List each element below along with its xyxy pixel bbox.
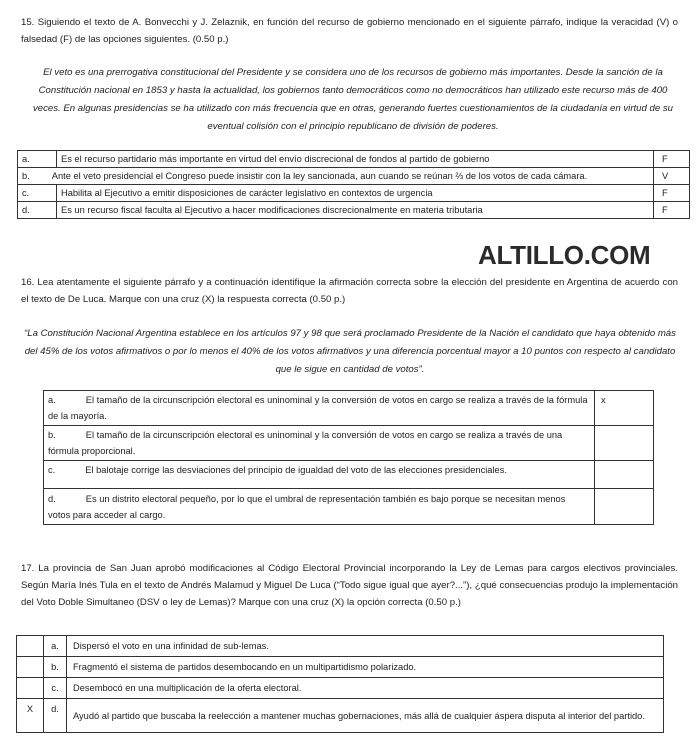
table-row [17, 657, 664, 678]
option-text: Habilita al Ejecutivo a emitir disposiciones de carácter legislativo en contextos de urgencia [57, 185, 654, 202]
table-row [17, 699, 664, 733]
answer-mark-cell[interactable] [595, 426, 654, 461]
option-text: El balotaje corrige las desviaciones del principio de igualdad del voto de las elecciones presidenciales. [85, 465, 507, 475]
question-17-text: 17. La provincia de San Juan aprobó modificaciones al Código Electoral Provincial incorporando la Ley de Lemas para cargos electivos provinciales. Según María Inés Tula en el texto de Andrés Malamud y Miguel De Luca (“Todo sigue igual que ayer?...”), ¿qué consecuencias produjo la implementación del Voto Doble Simultaneo (DSV o ley de Lemas)? Marque con una cruz (X) la opción correcta (0.50 p.) [21, 563, 678, 608]
option-cell [44, 426, 595, 461]
option-letter: b. [44, 657, 67, 678]
answer-cell[interactable]: F [654, 185, 690, 202]
option-letter: a. [48, 395, 56, 405]
table-row [18, 168, 690, 185]
answer-mark-cell[interactable] [17, 657, 44, 678]
option-text: Es un recurso fiscal faculta al Ejecutivo a hacer modificaciones discrecionalmente en materia tributaria [57, 202, 654, 219]
option-text: Es el recurso partidario más importante en virtud del envío discrecional de fondos al partido de gobierno [57, 151, 654, 168]
option-text: Ayudó al partido que buscaba la reelección a mantener muchas gobernaciones, más allá de cualquier áspera disputa al interior del partido. [67, 699, 664, 733]
option-letter: c. [48, 465, 56, 475]
table-row [44, 426, 654, 461]
option-text: El tamaño de la circunscripción electoral es uninominal y la conversión de votos en cargo se realiza a través de la fórmula de la mayoría. [48, 395, 588, 421]
option-text: El tamaño de la circunscripción electoral es uninominal y la conversión de votos en cargo se realiza a través de una fórmula proporcional. [48, 430, 563, 456]
table-row [44, 391, 654, 426]
option-letter: b. [48, 430, 56, 440]
option-text: Fragmentó el sistema de partidos desembocando en un multipartidismo polarizado. [67, 657, 664, 678]
option-cell [44, 391, 595, 426]
option-text: Dispersó el voto en una infinidad de sub-lemas. [67, 636, 664, 657]
question-15-quote: El veto es una prerrogativa constitucional del Presidente y se considera uno de los recursos de gobierno más importantes. Desde la sanción de la Constitución nacional en 1853 y hasta la actualidad, los gobiernos tanto democráticos como no democráticos han utilizado este recurso más de 400 veces. En algunas presidencias se ha utilizado con más frecuencia que en otras, generando fuertes cuestionamientos de la ciudadanía en virtud de su eventual colisión con el principio republicano de división de poderes. [33, 67, 673, 132]
question-15-table [17, 150, 690, 219]
question-16-text: 16. Lea atentamente el siguiente párrafo y a continuación identifique la afirmación correcta sobre la elección del presidente en Argentina de acuerdo con el texto de De Luca. Marque con una cruz (X) la respuesta correcta (0.50 p.) [21, 277, 678, 305]
table-row [18, 202, 690, 219]
question-17-table [16, 635, 664, 733]
table-row [44, 461, 654, 489]
option-letter: c. [18, 185, 57, 202]
option-letter: d. [44, 699, 67, 733]
answer-cell[interactable]: F [654, 151, 690, 168]
option-cell [44, 461, 595, 489]
answer-mark-cell[interactable] [17, 636, 44, 657]
option-letter: b. [22, 171, 30, 181]
answer-cell[interactable]: F [654, 202, 690, 219]
table-row [44, 489, 654, 525]
altillo-watermark-logo: ALTILLO.COM [478, 240, 651, 270]
answer-mark-cell[interactable] [595, 461, 654, 489]
question-15-text: 15. Siguiendo el texto de A. Bonvecchi y J. Zelaznik, en función del recurso de gobierno mencionado en el siguiente párrafo, indique la veracidad (V) o falsedad (F) de las opciones siguientes. (0.50 p.) [21, 17, 678, 45]
option-text: Es un distrito electoral pequeño, por lo que el umbral de representación también es bajo porque se necesitan menos votos para acceder al cargo. [48, 493, 566, 520]
table-row [18, 151, 690, 168]
question-16-quote: “La Constitución Nacional Argentina establece en los artículos 97 y 98 que será proclamado Presidente de la Nación el candidato que haya obtenido más del 45% de los votos afirmativos o por lo menos el 40% de los votos afirmativos y una diferencia porcentual mayor a 10 puntos con respecto al candidato que le sigue en cantidad de votos”. [24, 328, 676, 375]
question-16-table [43, 390, 654, 525]
table-row [17, 678, 664, 699]
answer-mark-cell[interactable] [17, 678, 44, 699]
option-text-wrapped [18, 168, 654, 185]
option-letter: d. [48, 493, 56, 504]
option-cell [44, 489, 595, 525]
answer-mark-cell[interactable] [595, 489, 654, 525]
option-text: Desembocó en una multiplicación de la oferta electoral. [67, 678, 664, 699]
table-row [18, 185, 690, 202]
option-letter: a. [44, 636, 67, 657]
option-letter: c. [44, 678, 67, 699]
answer-cell[interactable]: V [654, 168, 690, 185]
answer-mark-cell[interactable]: X [17, 699, 44, 733]
option-letter: d. [18, 202, 57, 219]
option-text: Ante el veto presidencial el Congreso puede insistir con la ley sancionada, aun cuando se reúnan ⅔ de los votos de cada cámara. [51, 171, 588, 181]
table-row [17, 636, 664, 657]
answer-mark-cell[interactable]: x [595, 391, 654, 426]
option-letter: a. [18, 151, 57, 168]
